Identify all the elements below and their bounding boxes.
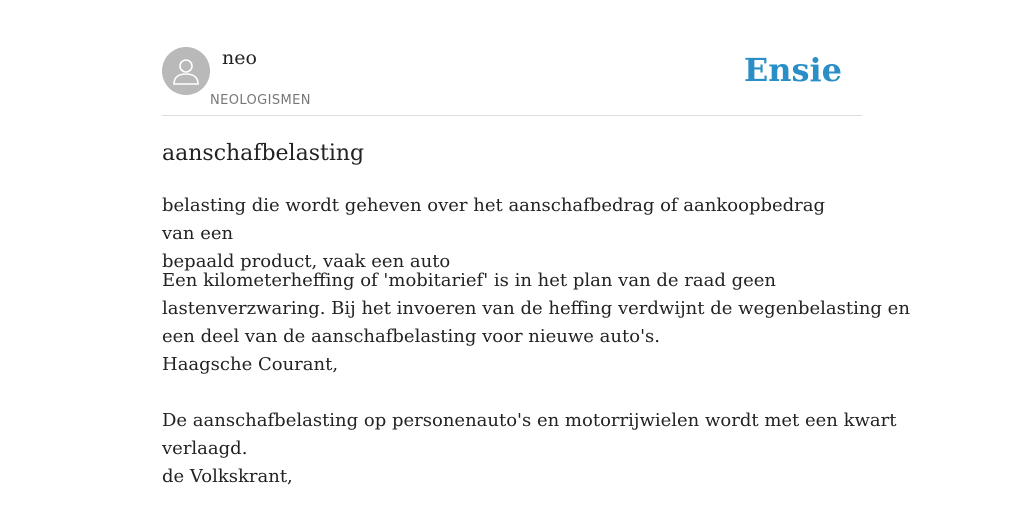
entry-header — [162, 0, 862, 116]
brand-logo[interactable]: Ensie — [743, 51, 842, 89]
example-source: de Volkskrant, — [162, 466, 293, 487]
user-avatar-icon[interactable] — [162, 47, 210, 95]
avatar-person-glyph — [162, 47, 210, 95]
entry-examples — [162, 267, 910, 491]
entry-title: aanschafbelasting — [162, 141, 365, 166]
example-spacer — [162, 379, 862, 407]
category-label[interactable]: NEOLOGISMEN — [210, 93, 311, 108]
entry-definition — [162, 192, 862, 276]
entry-card — [162, 0, 910, 512]
example-line: een deel van de aanschafbelasting voor nieuwe auto's. — [162, 326, 660, 347]
example-source: Haagsche Courant, — [162, 354, 339, 375]
definition-line: belasting die wordt geheven over het aanschafbedrag of aankoopbedrag van een — [162, 195, 826, 244]
example-line: lastenverzwaring. Bij het invoeren van de heffing verdwijnt de wegenbelasting en — [162, 298, 910, 319]
example-line: De aanschafbelasting op personenauto's en motorrijwielen wordt met een kwart — [162, 410, 897, 431]
example-line: verlaagd. — [162, 438, 248, 459]
author-name[interactable]: neo — [222, 47, 257, 69]
example-line: Een kilometerheffing of 'mobitarief' is in het plan van de raad geen — [162, 270, 777, 291]
definition-line: bepaald product, vaak een auto — [162, 251, 451, 272]
